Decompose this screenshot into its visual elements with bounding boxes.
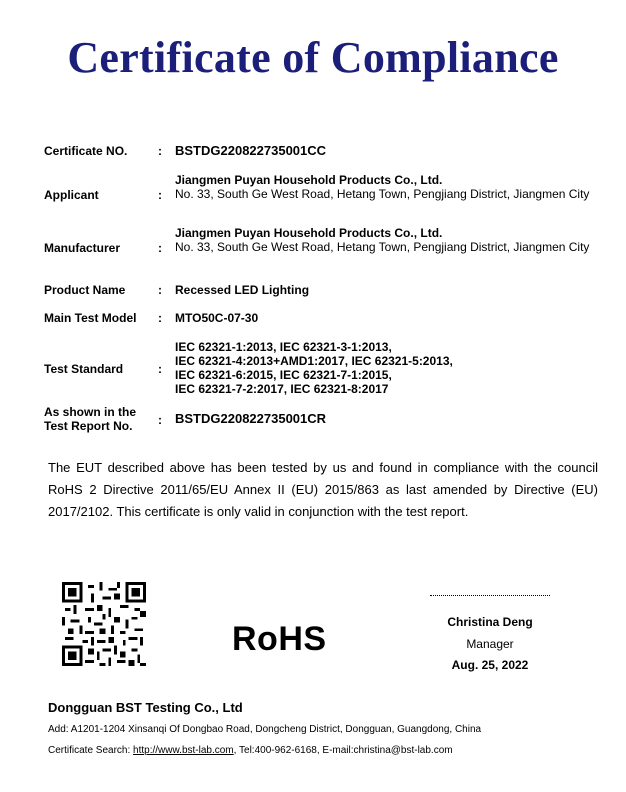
compliance-statement: The EUT described above has been tested by us and found in compliance with the council RoHS 2 Directive 2011/65/EU Annex II (EU) 2015/863 as last amended by Directive (EU) 2017/2102. This certificate is only valid in conjunction with the test report. xyxy=(48,460,598,519)
test-report-label-line1: As shown in the xyxy=(44,405,137,419)
manufacturer-name: Jiangmen Puyan Household Products Co., Ltd. xyxy=(175,226,443,240)
test-standard-line: IEC 62321-7-2:2017, IEC 62321-8:2017 xyxy=(175,382,389,396)
footer-address: Add: A1201-1204 Xinsanqi Of Dongbao Road, Dongcheng District, Dongguan, Guangdong, China xyxy=(48,724,482,735)
test-standard-label: Test Standard xyxy=(44,362,124,376)
test-report-label-line2: Test Report No. xyxy=(44,419,133,433)
rohs-mark: RoHS xyxy=(232,620,327,658)
applicant-name: Jiangmen Puyan Household Products Co., Ltd. xyxy=(175,173,443,187)
search-label: Certificate Search: xyxy=(48,745,134,756)
search-link[interactable]: http://www.bst-lab.com xyxy=(133,745,234,756)
footer-search xyxy=(48,745,453,756)
certificate-no-label: Certificate NO. xyxy=(44,144,128,158)
manufacturer-address: No. 33, South Ge West Road, Hetang Town, Pengjiang District, Jiangmen City xyxy=(175,240,590,254)
certificate-title: Certificate of Compliance xyxy=(67,33,559,82)
colon: : xyxy=(158,311,162,325)
colon: : xyxy=(158,413,162,427)
footer-contact: , Tel:400-962-6168, E-mail:christina@bst-lab.com xyxy=(233,745,453,756)
applicant-address: No. 33, South Ge West Road, Hetang Town, Pengjiang District, Jiangmen City xyxy=(175,187,590,201)
product-name-value: Recessed LED Lighting xyxy=(175,283,310,297)
test-standard-line: IEC 62321-1:2013, IEC 62321-3-1:2013, xyxy=(175,340,392,354)
applicant-label: Applicant xyxy=(44,188,99,202)
main-test-model-label: Main Test Model xyxy=(44,311,137,325)
qr-code-icon xyxy=(62,582,146,666)
product-name-label: Product Name xyxy=(44,283,126,297)
manufacturer-label: Manufacturer xyxy=(44,241,121,255)
test-report-value: BSTDG220822735001CR xyxy=(175,411,327,426)
certificate-no-value: BSTDG220822735001CC xyxy=(175,143,327,158)
signer-date: Aug. 25, 2022 xyxy=(451,658,529,672)
colon: : xyxy=(158,144,162,158)
test-standard-line: IEC 62321-4:2013+AMD1:2017, IEC 62321-5:2013, xyxy=(175,354,453,368)
colon: : xyxy=(158,362,162,376)
test-standard-line: IEC 62321-6:2015, IEC 62321-7-1:2015, xyxy=(175,368,392,382)
colon: : xyxy=(158,241,162,255)
footer-company: Dongguan BST Testing Co., Ltd xyxy=(48,700,243,715)
signer-title: Manager xyxy=(466,637,514,651)
main-test-model-value: MTO50C-07-30 xyxy=(175,311,259,325)
signer-name: Christina Deng xyxy=(447,615,533,629)
colon: : xyxy=(158,188,162,202)
signature-line xyxy=(430,595,550,596)
colon: : xyxy=(158,283,162,297)
